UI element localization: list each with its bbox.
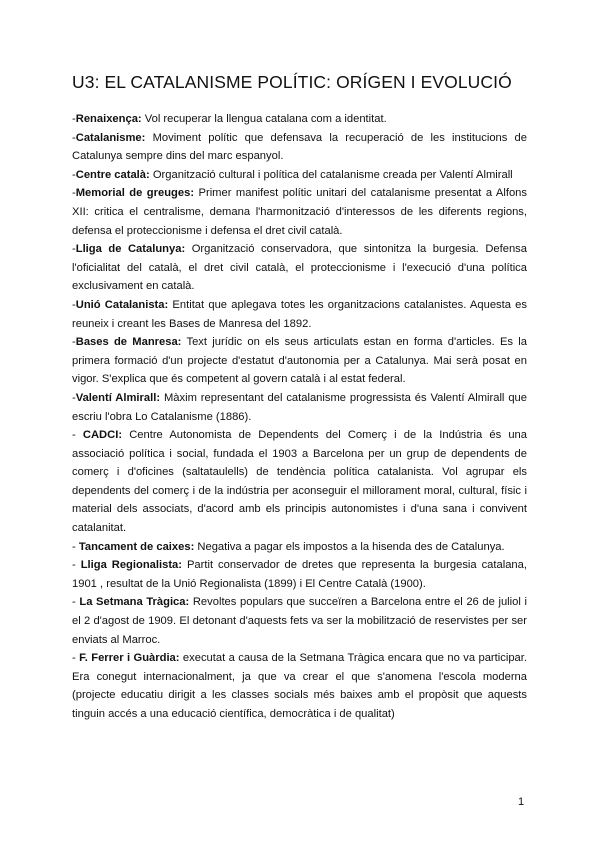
- entry-definition: Organització conservadora, que sintonitza la burgesia. Defensa l'oficialitat del català, el dret civil català, el proteccionisme i l'execució d'una política exclusivament en català.: [72, 243, 527, 293]
- entry-term: Catalanisme:: [75, 131, 146, 144]
- entry-definition: Text jurídic on els seus articulats estan en forma d'articles. Es la primera formació d'un projecte d'estatut d'autonomia per a Catalunya. Mai serà posat en vigor. S'explica que és competent al govern català i al estat federal.: [72, 336, 527, 386]
- entry-term: Memorial de greuges:: [75, 187, 195, 200]
- entry-definition: Partit conservador de dretes que representa la burgesia catalana, 1901 , resultat de la Unió Regionalista (1899) i El Centre Català (1900).: [72, 559, 527, 590]
- glossary-entry: [72, 129, 527, 166]
- entry-term: Bases de Manresa:: [75, 336, 182, 349]
- glossary-entry: [72, 184, 527, 240]
- entry-prefix: -: [72, 131, 76, 144]
- glossary-entry: [72, 166, 527, 185]
- entry-term: CADCI:: [82, 429, 123, 442]
- entry-definition: Organització cultural i política del catalanisme creada per Valentí Almirall: [149, 168, 513, 181]
- glossary-entry: [72, 649, 527, 723]
- entry-prefix: -: [72, 243, 76, 256]
- glossary-entry: [72, 538, 527, 557]
- entry-term: Renaixença:: [75, 113, 142, 125]
- glossary-entry: [72, 296, 527, 333]
- entry-prefix: -: [72, 336, 76, 349]
- entry-definition: Primer manifest polític unitari del catalanisme presentat a Alfons XII: critica el centralisme, demana l'harmonització d'interessos de les diferents regions, defensa el proteccionisme i defensa el dret civil català.: [72, 187, 528, 237]
- glossary-entry: [72, 426, 527, 538]
- document-body: [72, 110, 527, 724]
- entry-definition: Centre Autonomista de Dependents del Comerç i de la Indústria és una associació política i social, fundada el 1903 a Barcelona per un grup de dependents de comerç i d'oficines (saltataulells) de tendència política catalanista. Vol agrupar els dependents del comerç i de la indústria per aconseguir el millorament moral, cultural, físic i material dels associats, d'acord amb els principis autonomistes i d'una sana i convivent catalanitat.: [72, 429, 527, 535]
- entry-term: Lliga Regionalista:: [80, 559, 182, 572]
- glossary-entry: [72, 389, 527, 426]
- entry-prefix: -: [72, 187, 76, 200]
- entry-prefix: -: [72, 391, 76, 404]
- entry-definition: Moviment polític que defensava la recuperació de les institucions de Catalunya sempre dins del marc espanyol.: [72, 131, 527, 163]
- glossary-entry: [72, 240, 527, 296]
- glossary-entry: [72, 333, 527, 389]
- entry-prefix: -: [72, 429, 83, 442]
- entry-term: F. Ferrer i Guàrdia:: [79, 652, 180, 665]
- entry-prefix: -: [72, 559, 81, 572]
- entry-prefix: -: [72, 596, 80, 609]
- page-number: 1: [518, 796, 525, 808]
- entry-definition: Vol recuperar la llengua catalana com a identitat.: [141, 113, 387, 125]
- entry-definition: executat a causa de la Setmana Tràgica encara que no va participar. Era conegut internacionalment, ja que va crear el que s'anomena l'escola moderna (projecte educatiu dirigit a les classes socials més baixes amb el propòsit que aquests tinguin accés a una educació científica, democràtica i de qualitat): [72, 652, 527, 720]
- entry-term: La Setmana Tràgica:: [79, 596, 190, 609]
- entry-definition: Revoltes populars que succeïren a Barcelona entre el 26 de juliol i el 2 d'agost de 1909. El detonant d'aquests fets va ser la mobilització de reservistes per ser enviats al Marroc.: [72, 596, 527, 646]
- entry-prefix: -: [72, 540, 79, 553]
- entry-term: Tancament de caixes:: [78, 540, 195, 553]
- entry-prefix: -: [72, 168, 76, 181]
- entry-prefix: -: [72, 298, 76, 311]
- glossary-entry: [72, 110, 527, 129]
- entry-prefix: -: [72, 113, 76, 125]
- entry-term: Lliga de Catalunya:: [75, 243, 186, 256]
- page-title: U3: EL CATALANISME POLÍTIC: ORÍGEN I EVOLUCIÓ: [72, 72, 512, 92]
- entry-prefix: -: [72, 652, 80, 665]
- glossary-entry: [72, 593, 527, 649]
- entry-definition: Negativa a pagar els impostos a la hisenda des de Catalunya.: [194, 540, 505, 553]
- entry-term: Valentí Almirall:: [75, 391, 161, 404]
- entry-term: Centre català:: [75, 168, 150, 181]
- entry-definition: Entitat que aplegava totes les organitzacions catalanistes. Aquesta es reuneix i creant les Bases de Manresa del 1892.: [72, 298, 527, 330]
- entry-term: Unió Catalanista:: [75, 298, 169, 311]
- entry-definition: Màxim representant del catalanisme progressista és Valentí Almirall que escriu l'obra Lo Catalanisme (1886).: [72, 391, 527, 423]
- glossary-entry: [72, 556, 527, 593]
